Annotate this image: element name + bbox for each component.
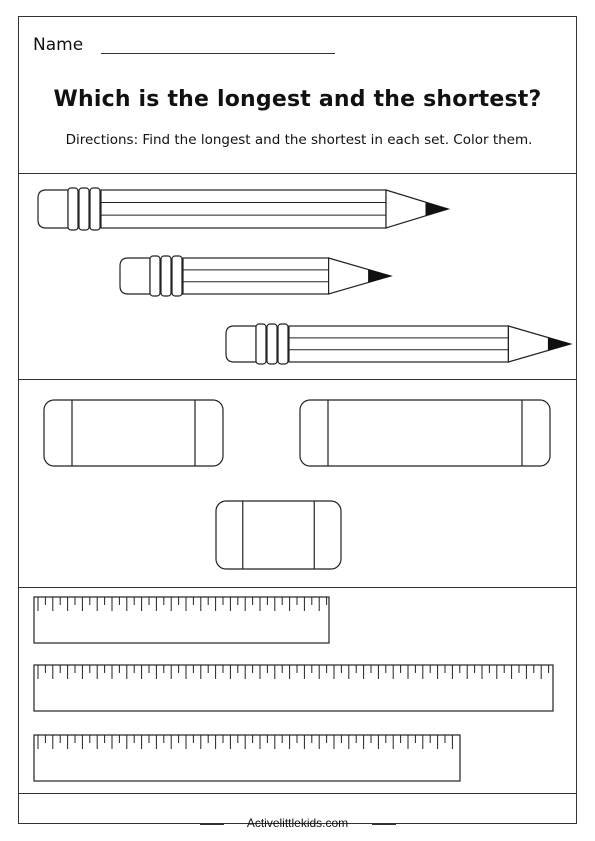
ruler-2[interactable] <box>34 665 553 711</box>
eraser-1[interactable] <box>44 400 223 466</box>
name-label: Name <box>33 35 84 55</box>
pencil-3[interactable] <box>226 324 570 364</box>
pencil-2[interactable] <box>120 256 391 296</box>
footer-credit: Activelittlekids.com <box>246 816 349 830</box>
ruler-1[interactable] <box>34 597 329 643</box>
ruler-3[interactable] <box>34 735 460 781</box>
worksheet-title: Which is the longest and the shortest? <box>53 87 542 112</box>
pencil-1[interactable] <box>38 188 448 230</box>
eraser-3[interactable] <box>216 501 341 569</box>
eraser-2[interactable] <box>300 400 550 466</box>
directions-text: Directions: Find the longest and the shortest in each set. Color them. <box>65 132 533 148</box>
